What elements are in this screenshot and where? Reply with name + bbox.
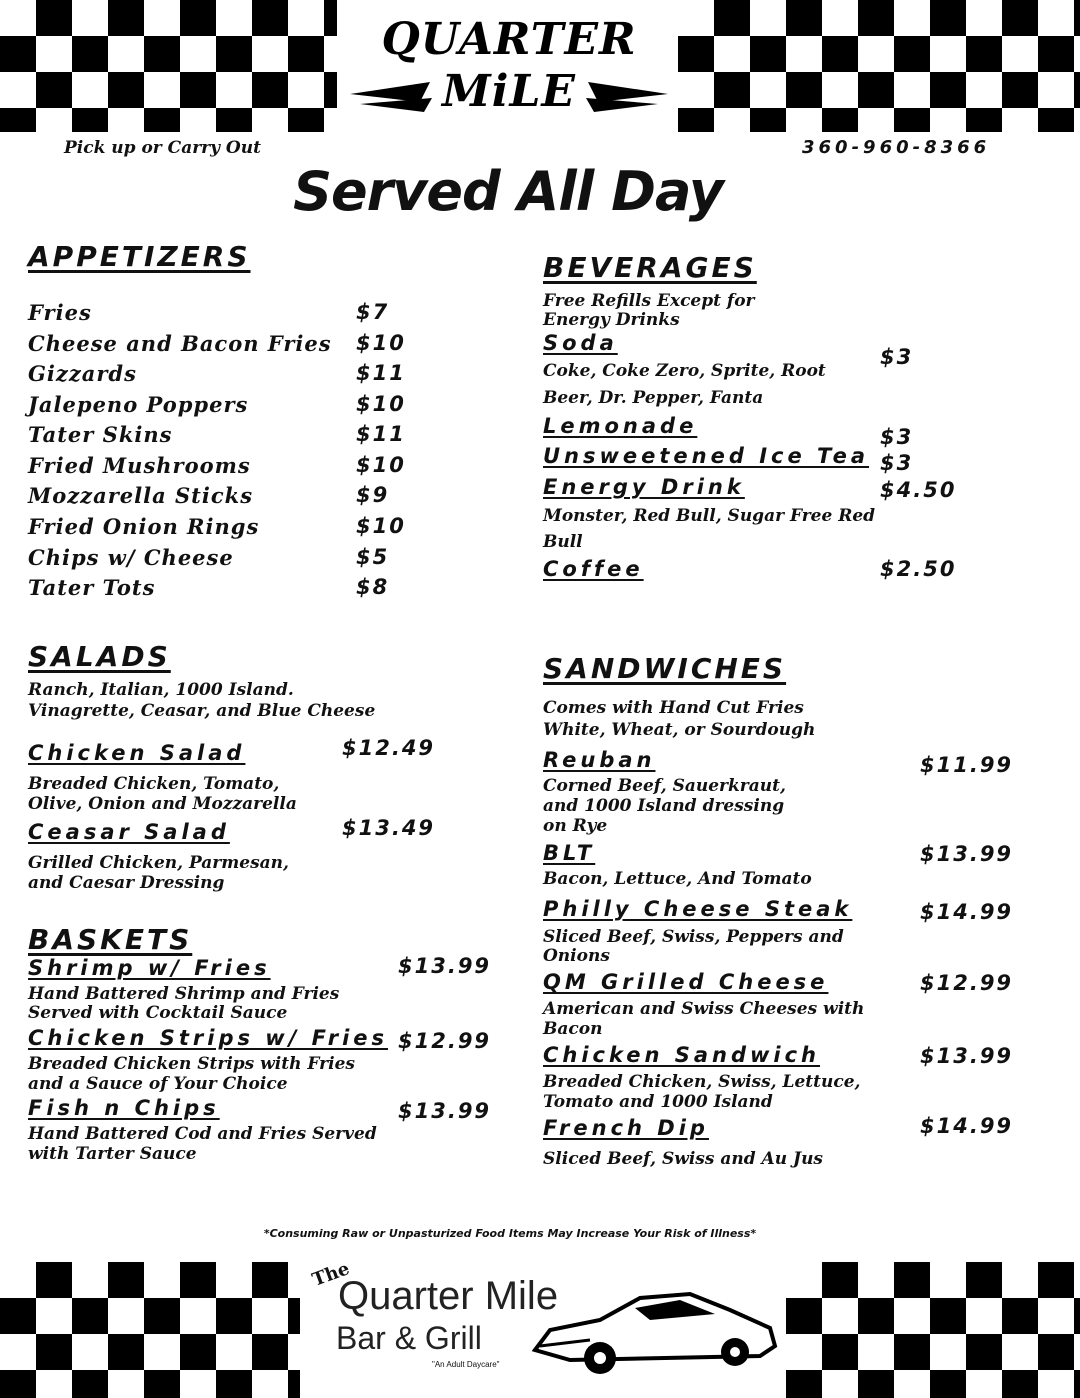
sandwich-french-name: French Dip (543, 1116, 709, 1140)
beverage-soda-desc: Beer, Dr. Pepper, Fanta (543, 388, 764, 408)
beverage-soda-price: $3 (880, 345, 914, 369)
appetizer-name: Mozzarella Sticks (28, 483, 254, 508)
sandwich-reuban-desc: on Rye (543, 816, 608, 836)
basket-fish-desc: with Tarter Sauce (28, 1144, 197, 1164)
beverages-note: Free Refills Except for (543, 291, 755, 311)
quarter-mile-logo (340, 0, 678, 136)
beverage-coffee-name: Coffee (543, 557, 644, 581)
sandwich-blt-price: $13.99 (920, 842, 1014, 866)
beverage-lemonade-price: $3 (880, 425, 914, 449)
beverage-energy-name: Energy Drink (543, 475, 745, 499)
sandwiches-note: Comes with Hand Cut Fries (543, 698, 804, 718)
appetizer-price: $8 (356, 575, 390, 599)
beverage-soda-desc: Coke, Coke Zero, Sprite, Root (543, 361, 826, 381)
basket-strips-desc: and a Sauce of Your Choice (28, 1074, 288, 1094)
basket-strips-name: Chicken Strips w/ Fries (28, 1026, 389, 1050)
sandwiches-title: SANDWICHES (543, 652, 787, 685)
basket-shrimp-price: $13.99 (398, 954, 492, 978)
sandwich-qm-price: $12.99 (920, 971, 1014, 995)
appetizer-price: $11 (356, 422, 406, 446)
salad-ceasar-desc: and Caesar Dressing (28, 873, 225, 893)
sandwich-qm-desc: American and Swiss Cheeses with (543, 999, 865, 1019)
basket-fish-desc: Hand Battered Cod and Fries Served (28, 1124, 377, 1144)
checkered-flag-pattern-bottom-right (786, 1262, 1080, 1398)
beverage-icetea-price: $3 (880, 451, 914, 475)
beverage-coffee-price: $2.50 (880, 557, 957, 581)
sandwich-chicken-name: Chicken Sandwich (543, 1043, 821, 1067)
sandwich-reuban-name: Reuban (543, 748, 656, 772)
appetizer-name: Fried Mushrooms (28, 453, 251, 478)
appetizer-name: Cheese and Bacon Fries (28, 331, 332, 356)
beverage-soda-name: Soda (543, 331, 618, 355)
sandwich-philly-price: $14.99 (920, 900, 1014, 924)
appetizer-price: $10 (356, 331, 406, 355)
appetizers-title: APPETIZERS (28, 240, 251, 273)
sandwich-philly-desc: Onions (543, 946, 610, 966)
sandwich-reuban-price: $11.99 (920, 753, 1014, 777)
appetizer-price: $7 (356, 300, 390, 324)
salad-ceasar-price: $13.49 (342, 816, 436, 840)
appetizer-name: Chips w/ Cheese (28, 545, 234, 570)
pickup-note: Pick up or Carry Out (64, 138, 261, 158)
salad-chicken-name: Chicken Salad (28, 741, 246, 765)
basket-fish-name: Fish n Chips (28, 1096, 220, 1120)
sandwich-french-desc: Sliced Beef, Swiss and Au Jus (543, 1149, 823, 1169)
basket-shrimp-desc: Served with Cocktail Sauce (28, 1003, 288, 1023)
health-disclaimer: *Consuming Raw or Unpasturized Food Items May Increase Your Risk of Illness* (263, 1227, 757, 1240)
beverage-energy-desc: Monster, Red Bull, Sugar Free Red (543, 506, 876, 526)
appetizer-name: Fries (28, 300, 92, 325)
salad-chicken-desc: Breaded Chicken, Tomato, (28, 774, 280, 794)
logo-the: The (309, 1258, 353, 1291)
salad-dressings: Ranch, Italian, 1000 Island. (28, 680, 294, 700)
beverage-lemonade-name: Lemonade (543, 414, 698, 438)
beverage-energy-desc: Bull (543, 532, 583, 552)
phone-number: 360-960-8366 (802, 137, 991, 158)
salad-chicken-desc: Olive, Onion and Mozzarella (28, 794, 297, 814)
appetizer-name: Gizzards (28, 361, 137, 386)
logo-line-1: QUARTER (381, 14, 637, 65)
appetizer-price: $10 (356, 514, 406, 538)
beverages-title: BEVERAGES (543, 251, 757, 284)
sandwich-blt-name: BLT (543, 841, 596, 865)
appetizer-price: $10 (356, 392, 406, 416)
logo-name: Quarter Mile (338, 1274, 559, 1318)
sports-car-icon (530, 1280, 780, 1380)
salad-dressings: Vinagrette, Ceasar, and Blue Cheese (28, 701, 376, 721)
sandwich-philly-name: Philly Cheese Steak (543, 897, 853, 921)
logo-tagline: "An Adult Daycare" (432, 1360, 500, 1369)
basket-fish-price: $13.99 (398, 1099, 492, 1123)
sandwich-blt-desc: Bacon, Lettuce, And Tomato (543, 869, 812, 889)
beverages-note: Energy Drinks (543, 310, 680, 330)
appetizer-name: Jalepeno Poppers (28, 392, 249, 417)
sandwich-philly-desc: Sliced Beef, Swiss, Peppers and (543, 927, 844, 947)
basket-strips-price: $12.99 (398, 1029, 492, 1053)
sandwich-qm-desc: Bacon (543, 1019, 603, 1039)
basket-shrimp-desc: Hand Battered Shrimp and Fries (28, 984, 340, 1004)
bar-and-grill-logo (300, 1258, 786, 1398)
sandwich-reuban-desc: Corned Beef, Sauerkraut, (543, 776, 786, 796)
basket-strips-desc: Breaded Chicken Strips with Fries (28, 1054, 355, 1074)
beverage-icetea-name: Unsweetened Ice Tea (543, 444, 870, 468)
appetizer-name: Tater Skins (28, 422, 173, 447)
appetizer-price: $9 (356, 483, 390, 507)
checkered-flag-pattern-bottom-left (0, 1262, 300, 1398)
basket-shrimp-name: Shrimp w/ Fries (28, 956, 271, 980)
sandwich-chicken-desc: Tomato and 1000 Island (543, 1092, 773, 1112)
sandwich-qm-name: QM Grilled Cheese (543, 970, 829, 994)
sandwich-reuban-desc: and 1000 Island dressing (543, 796, 785, 816)
sandwich-chicken-desc: Breaded Chicken, Swiss, Lettuce, (543, 1072, 861, 1092)
page-title: Served All Day (293, 160, 723, 223)
salad-ceasar-name: Ceasar Salad (28, 820, 230, 844)
salad-ceasar-desc: Grilled Chicken, Parmesan, (28, 853, 289, 873)
baskets-title: BASKETS (28, 923, 193, 956)
sandwiches-note: White, Wheat, or Sourdough (543, 720, 816, 740)
appetizer-name: Tater Tots (28, 575, 156, 600)
sandwich-french-price: $14.99 (920, 1114, 1014, 1138)
beverage-energy-price: $4.50 (880, 478, 957, 502)
appetizer-price: $11 (356, 361, 406, 385)
salad-chicken-price: $12.49 (342, 736, 436, 760)
logo-subtitle: Bar & Grill (336, 1320, 482, 1356)
salads-title: SALADS (28, 640, 171, 673)
appetizer-price: $5 (356, 545, 390, 569)
checkered-flag-pattern-top-left (0, 0, 337, 132)
logo-line-2: MiLE (442, 66, 576, 117)
checkered-flag-pattern-top-right (678, 0, 1080, 132)
sandwich-chicken-price: $13.99 (920, 1044, 1014, 1068)
appetizer-name: Fried Onion Rings (28, 514, 260, 539)
appetizer-price: $10 (356, 453, 406, 477)
